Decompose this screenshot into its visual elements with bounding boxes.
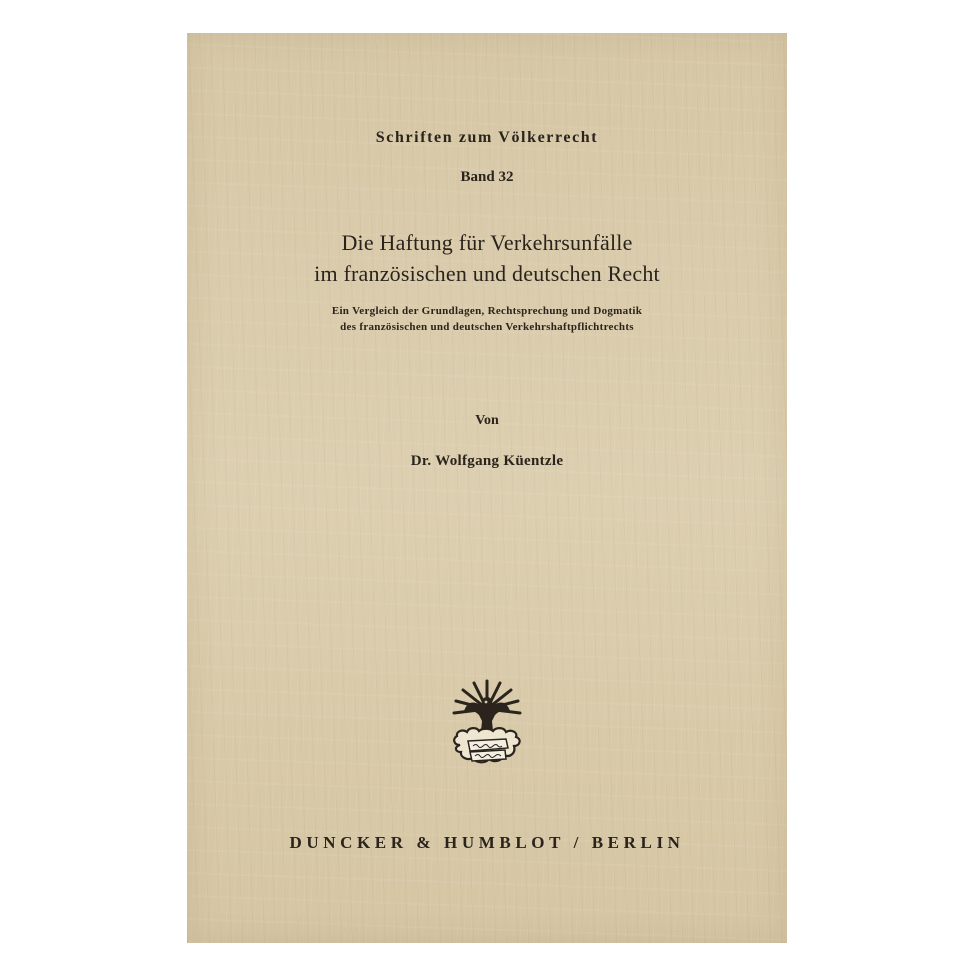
subtitle-line-1: Ein Vergleich der Grundlagen, Rechtsprechung und Dogmatik <box>331 305 643 317</box>
author-name: Dr. Wolfgang Küentzle <box>410 453 564 469</box>
publisher-imprint: DUNCKER & HUMBLOT / BERLIN <box>289 833 685 852</box>
publisher-eagle-logo-icon <box>448 675 526 773</box>
series-title: Schriften zum Völkerrecht <box>375 129 599 146</box>
book-title-line-2: im französischen und deutschen Recht <box>314 261 660 286</box>
by-label: Von <box>475 413 499 428</box>
book-cover <box>187 33 787 943</box>
volume-number: Band 32 <box>460 169 514 185</box>
subtitle-line-2: des französischen und deutschen Verkehrshaftpflichtrechts <box>340 321 634 333</box>
book-title-line-1: Die Haftung für Verkehrsunfälle <box>341 230 633 255</box>
